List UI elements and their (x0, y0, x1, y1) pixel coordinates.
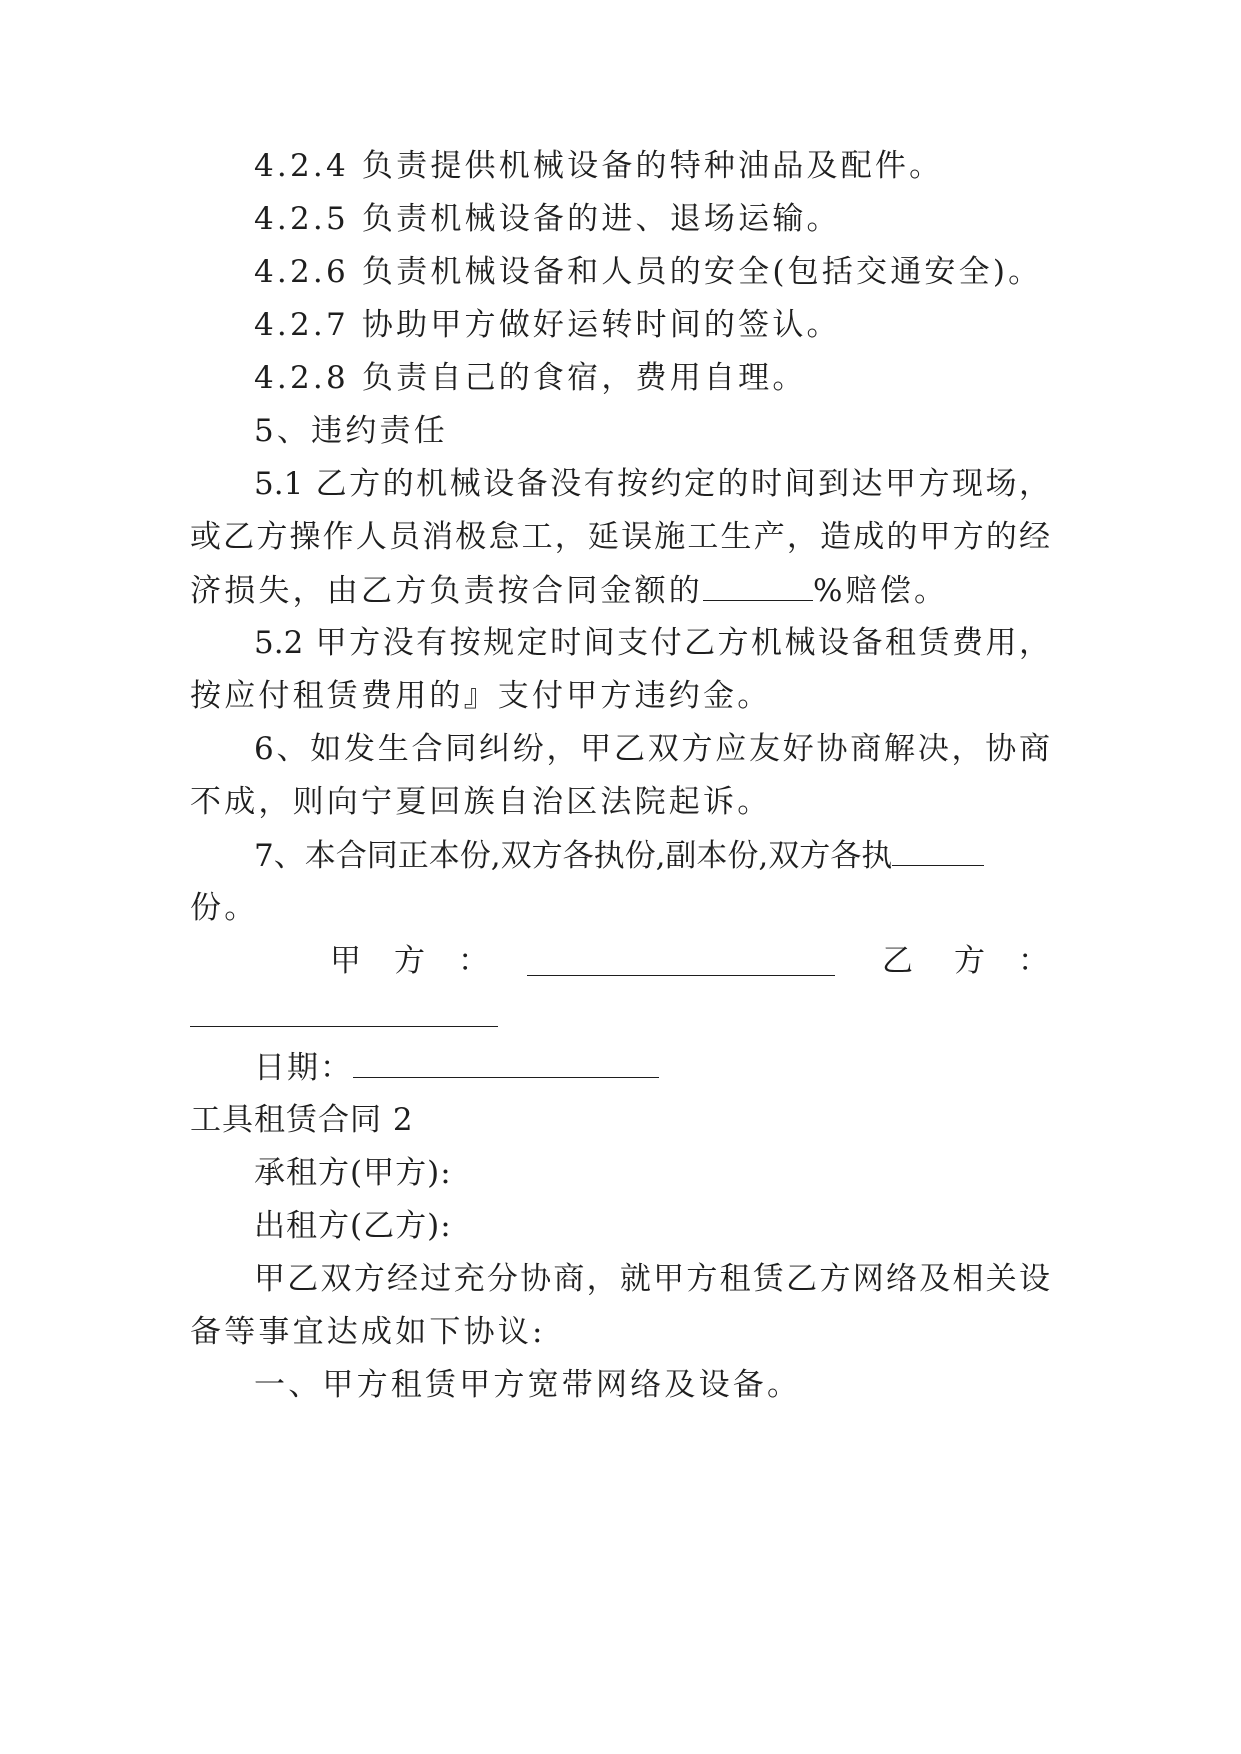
lessee-line: 承租方(甲方): (254, 1155, 452, 1191)
penalty-percent-blank (703, 570, 813, 601)
party-b-char-2: 方 (954, 943, 985, 979)
clause-5-1-suffix: %赔偿。 (813, 573, 949, 609)
party-a-char-1: 甲 (330, 943, 361, 979)
agreement-intro-line-2: 备等事宜达成如下协议: (190, 1314, 546, 1350)
clause-5-1-line-3 (190, 570, 1050, 610)
party-b-char-3: ： (1018, 943, 1049, 979)
clause-7-line-2: 份。 (190, 890, 259, 926)
clause-5-2-line-2: 按应付租赁费用的』支付甲方违约金。 (190, 678, 772, 714)
party-a-char-3: ： (458, 943, 489, 979)
clause-5-2-line-1: 5.2 甲方没有按规定时间支付乙方机械设备租赁费用， (254, 625, 1050, 661)
article-1: 一、甲方租赁甲方宽带网络及设备。 (254, 1367, 802, 1403)
lessor-line: 出租方(乙方): (254, 1208, 452, 1244)
clause-6-line-2: 不成，则向宁夏回族自治区法院起诉。 (190, 784, 772, 820)
clause-5-1-line-1: 5.1 乙方的机械设备没有按约定的时间到达甲方现场， (254, 466, 1050, 502)
clause-6-line-1: 6、如发生合同纠纷，甲乙双方应友好协商解决，协商 (254, 731, 1050, 767)
clause-5-1-text: 济损失，由乙方负责按合同金额的 (190, 573, 703, 609)
clause-5-1-line-2: 或乙方操作人员消极怠工，延误施工生产，造成的甲方的经 (190, 519, 1050, 555)
contract-2-title: 工具租赁合同 2 (190, 1102, 414, 1138)
clause-7-line-1 (254, 835, 1050, 875)
section-5-heading: 5、违约责任 (254, 413, 448, 449)
signature-row (190, 941, 1050, 981)
party-a-signature-line (527, 975, 835, 976)
clause-4-2-7: 4.2.7 协助甲方做好运转时间的签认。 (254, 307, 841, 343)
clause-4-2-4: 4.2.4 负责提供机械设备的特种油品及配件。 (254, 148, 944, 184)
copies-blank (892, 835, 984, 866)
date-label: 日期： (254, 1050, 353, 1086)
clause-7-text: 7、本合同正本份,双方各执份,副本份,双方各执 (254, 838, 893, 874)
clause-4-2-5: 4.2.5 负责机械设备的进、退场运输。 (254, 201, 841, 237)
party-b-signature-line (190, 1026, 498, 1027)
date-blank (353, 1047, 659, 1078)
agreement-intro-line-1: 甲乙双方经过充分协商，就甲方租赁乙方网络及相关设 (254, 1261, 1050, 1297)
clause-4-2-6: 4.2.6 负责机械设备和人员的安全(包括交通安全)。 (254, 254, 1043, 290)
party-a-char-2: 方 (394, 943, 425, 979)
date-line (254, 1047, 1050, 1087)
party-b-char-1: 乙 (882, 943, 913, 979)
clause-4-2-8: 4.2.8 负责自己的食宿，费用自理。 (254, 360, 807, 396)
